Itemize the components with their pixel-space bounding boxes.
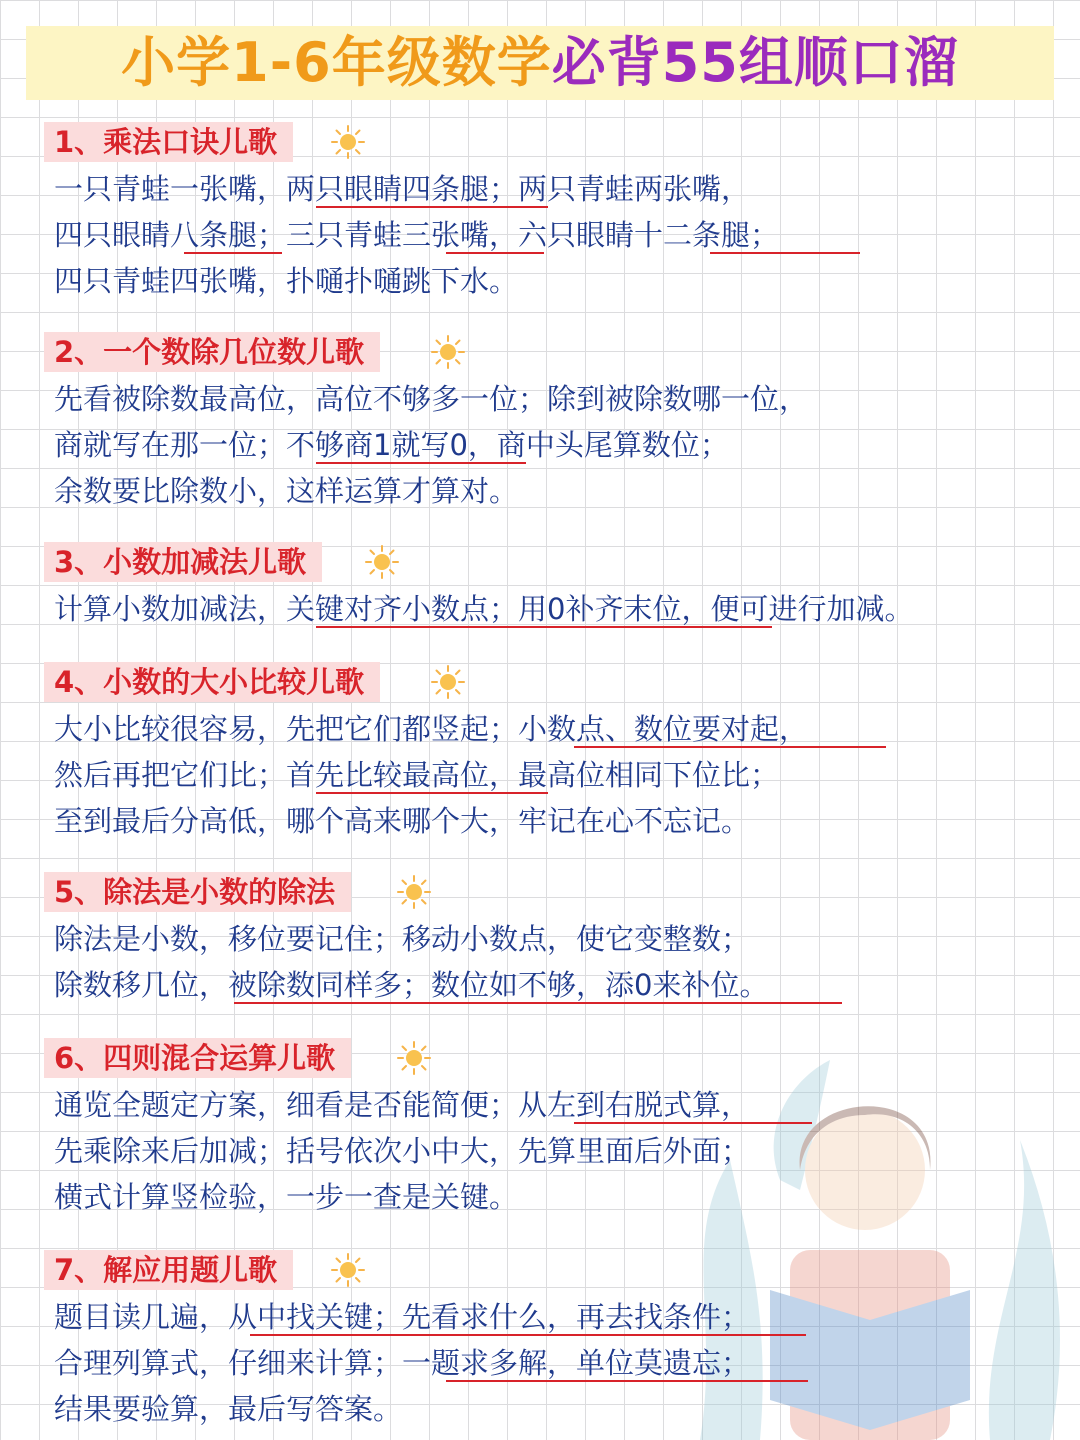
section-heading: 6、四则混合运算儿歌 <box>44 1038 351 1078</box>
verse-line: 先看被除数最高位，高位不够多一位；除到被除数哪一位， <box>54 382 809 416</box>
section-heading: 7、解应用题儿歌 <box>44 1250 293 1290</box>
section-2 <box>0 332 1080 514</box>
underline <box>316 462 526 464</box>
page-title <box>26 26 1054 100</box>
sun-icon <box>430 334 466 370</box>
underline <box>234 1002 842 1004</box>
verse-line: 题目读几遍，从中找关键；先看求什么，再去找条件； <box>54 1294 1080 1340</box>
verse-line: 至到最后分高低，哪个高来哪个大，牢记在心不忘记。 <box>54 804 751 838</box>
verse-line: 大小比较很容易，先把它们都竖起；小数点、数位要对起， <box>54 706 1080 752</box>
verse-line: 一只青蛙一张嘴，两只眼睛四条腿；两只青蛙两张嘴， <box>54 172 751 206</box>
section-4 <box>0 662 1080 844</box>
section-3 <box>0 542 1080 632</box>
verse-line: 合理列算式，仔细来计算；一题求多解，单位莫遗忘； <box>54 1340 1080 1386</box>
section-7 <box>0 1250 1080 1432</box>
section-5 <box>0 872 1080 1008</box>
section-heading: 4、小数的大小比较儿歌 <box>44 662 380 702</box>
sun-icon <box>396 1040 432 1076</box>
underline <box>316 626 772 628</box>
section-6 <box>0 1038 1080 1220</box>
underline <box>316 206 548 208</box>
verse-line: 四只青蛙四张嘴，扑嗵扑嗵跳下水。 <box>54 264 519 298</box>
section-1 <box>0 122 1080 304</box>
underline <box>574 1122 812 1124</box>
sun-icon <box>430 664 466 700</box>
underline <box>250 1334 806 1336</box>
underline <box>446 1380 808 1382</box>
verse-line: 然后再把它们比；首先比较最高位，最高位相同下位比； <box>54 758 780 792</box>
verse-line: 除法是小数，移位要记住；移动小数点，使它变整数； <box>54 922 751 956</box>
verse-line: 商就写在那一位；不够商1就写0，商中头尾算数位； <box>54 428 729 462</box>
sun-icon <box>330 1252 366 1288</box>
verse-line: 计算小数加减法，关键对齐小数点；用0补齐末位，便可进行加减。 <box>54 592 914 626</box>
underline <box>710 252 860 254</box>
title-part-2: 必背55组顺口溜 <box>551 31 959 94</box>
verse-line: 余数要比除数小，这样运算才算对。 <box>54 474 519 508</box>
verse-line: 除数移几位，被除数同样多；数位如不够，添0来补位。 <box>54 962 1080 1008</box>
underline <box>316 792 548 794</box>
verse-line: 横式计算竖检验，一步一查是关键。 <box>54 1180 519 1214</box>
underline <box>574 746 886 748</box>
section-heading: 2、一个数除几位数儿歌 <box>44 332 380 372</box>
verse-line: 四只眼睛八条腿；三只青蛙三张嘴，六只眼睛十二条腿； <box>54 212 1080 258</box>
title-part-1: 小学1-6年级数学 <box>121 31 552 94</box>
section-heading: 1、乘法口诀儿歌 <box>44 122 293 162</box>
sun-icon <box>364 544 400 580</box>
sun-icon <box>396 874 432 910</box>
verse-line: 结果要验算，最后写答案。 <box>54 1392 403 1426</box>
underline <box>184 252 282 254</box>
underline <box>446 252 544 254</box>
section-heading: 3、小数加减法儿歌 <box>44 542 322 582</box>
section-heading: 5、除法是小数的除法 <box>44 872 351 912</box>
sun-icon <box>330 124 366 160</box>
verse-line: 通览全题定方案，细看是否能简便；从左到右脱式算， <box>54 1082 1080 1128</box>
verse-line: 先乘除来后加减；括号依次小中大，先算里面后外面； <box>54 1134 751 1168</box>
